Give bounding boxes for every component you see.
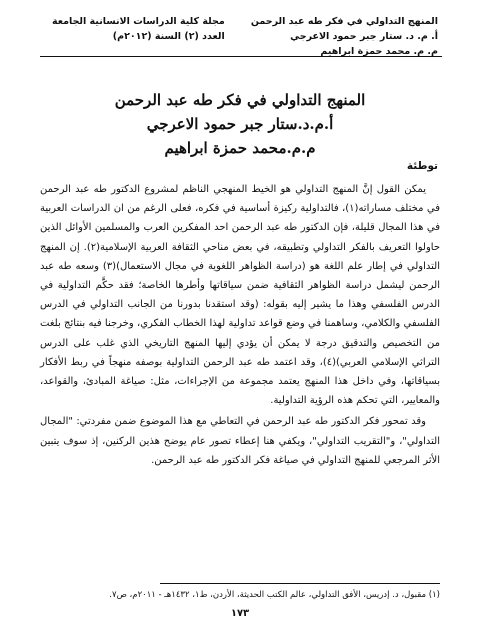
running-header-article (251, 14, 438, 59)
header-divider (40, 56, 442, 57)
footnote-divider (160, 583, 440, 584)
header-journal-name: مجلة كلية الدراسات الانسانية الجامعة (52, 16, 225, 27)
paragraph-2: وقد تمحور فكر الدكتور طه عبد الرحمن في التعاطي مع هذا الموضوع ضمن مفردتي: "المجال التداولي"، و"التقريب التداولي"، ويكفي هنا إعطاء تصور عام يوضح هذين الركنين، إذ سوف يتبين الأثر المرجعي للمنهج التداولي في صياغة فكر الدكتور طه عبد الرحمن. (40, 416, 440, 466)
article-body (40, 180, 440, 472)
section-heading: توطئة (406, 160, 438, 172)
paragraph-1: يمكن القول إنَّ المنهج التداولي هو الخيط المنهجي الناظم لمشروع الدكتور طه عبد الرحمن في مختلف مساراته(١)، فالتداولية ركيزة أساسية في فكره، فعلى الرغم من ان الدراسات العربية في هذا المجال قليلة، فإن الدكتور طه عبد الرحمن احد المفكرين العرب والمسلمين الأوائل الذين حاولوا التعريف بالفكر التداولي وتطبيقه، في بعض مناحي الثقافة العربية الإسلامية(٢). إن المنهج التداولي في إطار علم اللغة هو (دراسة الظواهر اللغوية في مجال الاستعمال)(٣) وسعه طه عبد الرحمن ليشمل دراسة الظواهر الثقافية ضمن سياقاتها وأطرها الخاصة؛ فقد حكَّم التداولية في الدرس الفلسفي وهذا ما يشير إليه بقوله: (وقد استقدنا بدورنا من الجانب التداولي في الدرس الفلسفي والكلامي، وساهمنا في وضع قواعد تداولية لهذا الخطاب الفكري، وخرجنا فيه بنتائج بلغت من التخصيص والتدقيق درجة لا يمكن أن يؤدي إليها المنهج التاريخي الذي غلب على الدرس التراثي الإسلامي العربي)(٤)، وقد اعتمد طه عبد الرحمن التداولية بوصفه منهجاً في ربط الأفكار بسياقاتها، وفي داخل هذا المنهج يعتمد مجموعة من الإجراءات، مثل: صياغة المبادئ، والقواعد، والمعايير، التي تحكم هذه الرؤية التداولية. (40, 184, 441, 407)
header-issue: العدد (٢) السنة (٢٠١٢م) (112, 31, 225, 42)
header-author2: م. م. محمد حمزة ابراهيم (320, 46, 438, 57)
title-block (40, 88, 440, 160)
header-article-title: المنهج التداولي في فكر طه عبد الرحمن (250, 16, 438, 27)
footnote: (١) مقبول، د. إدريس، الأفق التداولي، عالم الكتب الحديثة، الأردن، ط١، ١٤٣٢هـ - ٢٠١١م، ص٧. (109, 590, 440, 600)
running-header-journal (52, 14, 225, 44)
author-secondary: م.م.محمد حمزة ابراهيم (164, 139, 316, 157)
author-primary: أ.م.د.ستار جبر حمود الاعرجي (146, 115, 334, 133)
article-title: المنهج التداولي في فكر طه عبد الرحمن (114, 91, 366, 109)
page-number: ١٧٣ (230, 608, 250, 619)
header-author1: أ. م. د. ستار جبر حمود الاعرجي (290, 31, 438, 42)
